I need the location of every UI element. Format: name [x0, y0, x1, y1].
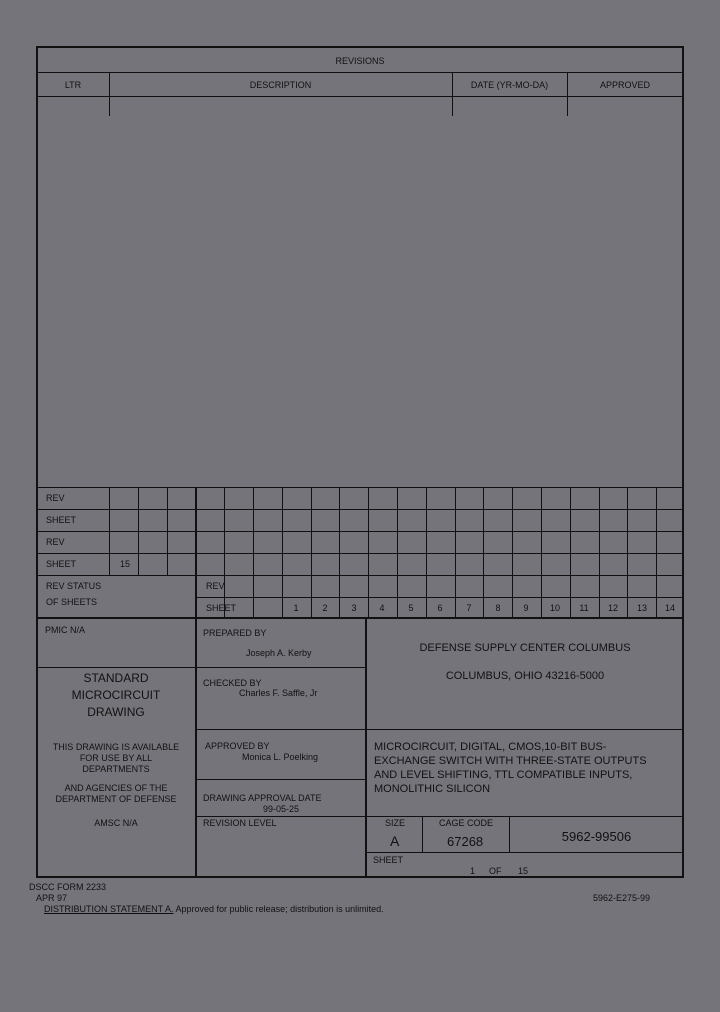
grid-rule	[426, 487, 427, 617]
grid-rule	[455, 487, 456, 617]
col-description: DESCRIPTION	[249, 80, 312, 90]
availability-line3: DEPARTMENTS	[82, 764, 150, 774]
grid-rule	[339, 487, 340, 617]
rule	[452, 72, 453, 116]
approved-by-label: APPROVED BY	[205, 741, 270, 751]
size-label: SIZE	[385, 818, 406, 828]
status-sheet-number: 11	[579, 603, 589, 613]
standard-line1: STANDARD	[83, 671, 149, 685]
status-sheet-number: 4	[379, 603, 385, 613]
availability-line2: FOR USE BY ALL	[79, 753, 153, 763]
footer-code: 5962-E275-99	[593, 893, 651, 903]
grid-rule	[627, 487, 628, 617]
checked-by-name: Charles F. Saffle, Jr	[239, 688, 318, 698]
rule	[37, 509, 683, 510]
prepared-by-label: PREPARED BY	[203, 628, 267, 638]
sheet-total: 15	[518, 866, 529, 876]
grid-rule	[311, 487, 312, 617]
status-sheet-number: 6	[437, 603, 443, 613]
status-sheet-number: 2	[322, 603, 328, 613]
cage-label: CAGE CODE	[439, 818, 494, 828]
grid-rule	[253, 487, 254, 617]
rule	[37, 575, 683, 576]
approval-date-value: 99-05-25	[263, 804, 300, 814]
grid-rule	[167, 487, 168, 575]
rule	[37, 96, 683, 97]
footer-form: DSCC FORM 2233	[29, 882, 107, 892]
title-line1: MICROCIRCUIT, DIGITAL, CMOS,10-BIT BUS-	[374, 741, 607, 753]
rule	[37, 72, 683, 73]
status-sheet-label: SHEET	[206, 603, 237, 613]
status-sheet-number: 5	[408, 603, 414, 613]
status-sheet-number: 12	[607, 603, 618, 613]
grid-rule	[138, 487, 139, 575]
sheet-of: OF	[489, 866, 502, 876]
col-approved: APPROVED	[599, 80, 650, 90]
prepared-by-name: Joseph A. Kerby	[246, 648, 312, 658]
title-line4: MONOLITHIC SILICON	[374, 783, 491, 795]
rule	[195, 597, 683, 598]
rule	[37, 667, 195, 668]
sheet-15: 15	[119, 559, 130, 569]
distribution-statement	[44, 904, 384, 915]
rev-status-line1: REV STATUS	[46, 581, 102, 591]
grid-rule	[109, 487, 110, 575]
rule	[109, 72, 110, 116]
status-sheet-number: 8	[495, 603, 501, 613]
statement-label: DISTRIBUTION STATEMENT A.	[44, 904, 174, 914]
agency-address: COLUMBUS, OHIO 43216-5000	[445, 670, 605, 682]
title-line2: EXCHANGE SWITCH WITH THREE-STATE OUTPUTS	[374, 755, 647, 767]
approved-by-name: Monica L. Poelking	[242, 752, 319, 762]
footer-date: APR 97	[36, 893, 68, 903]
rev-status-line2: OF SHEETS	[46, 597, 98, 607]
grid-rule	[483, 487, 484, 617]
status-sheet-number: 3	[351, 603, 357, 613]
grid-rule	[397, 487, 398, 617]
rule	[567, 72, 568, 116]
approval-date-label: DRAWING APPROVAL DATE	[203, 793, 322, 803]
grid-rule	[224, 487, 225, 617]
col-ltr: LTR	[64, 80, 82, 90]
standard-line2: MICROCIRCUIT	[71, 688, 161, 702]
sheet-number: 1	[470, 866, 476, 876]
standard-line3: DRAWING	[87, 705, 145, 719]
rule	[195, 667, 365, 668]
rev-label-1: REV	[46, 493, 65, 503]
grid-rule	[368, 487, 369, 617]
rule	[195, 779, 365, 780]
rev-label-2: REV	[46, 537, 65, 547]
pmic: PMIC N/A	[45, 625, 86, 635]
checked-by-label: CHECKED BY	[203, 678, 262, 688]
sheet-label-2: SHEET	[46, 559, 77, 569]
status-rev-label: REV	[206, 581, 225, 591]
availability-line4: AND AGENCIES OF THE	[64, 783, 168, 793]
grid-rule	[599, 487, 600, 617]
grid-rule	[282, 487, 283, 617]
status-sheet-number: 9	[523, 603, 529, 613]
rule	[422, 816, 423, 852]
rule	[37, 531, 683, 532]
rule	[37, 553, 683, 554]
statement-text: Approved for public release; distribution is unlimited.	[173, 904, 384, 914]
rule	[195, 816, 683, 817]
rule	[365, 617, 367, 877]
title-line3: AND LEVEL SHIFTING, TTL COMPATIBLE INPUTS,	[374, 769, 633, 781]
grid-rule	[541, 487, 542, 617]
rule	[365, 852, 683, 853]
rule	[195, 729, 683, 730]
status-sheet-number: 7	[466, 603, 472, 613]
revisions-title: REVISIONS	[335, 56, 385, 66]
revision-level-label: REVISION LEVEL	[203, 818, 277, 828]
rule	[195, 617, 197, 877]
size-value: A	[390, 833, 400, 849]
sheet-label: SHEET	[373, 855, 404, 865]
grid-rule	[656, 487, 657, 617]
sheet-label-1: SHEET	[46, 515, 77, 525]
agency-name: DEFENSE SUPPLY CENTER COLUMBUS	[419, 642, 631, 654]
status-sheet-number: 13	[636, 603, 647, 613]
cage-value: 67268	[447, 834, 484, 849]
rule	[37, 617, 683, 619]
col-date: DATE (YR-MO-DA)	[470, 80, 549, 90]
rule	[37, 487, 683, 488]
status-sheet-number: 1	[293, 603, 299, 613]
drawing-number: 5962-99506	[561, 829, 632, 844]
grid-rule	[570, 487, 571, 617]
availability-line5: DEPARTMENT OF DEFENSE	[55, 794, 177, 804]
grid-rule	[512, 487, 513, 617]
grid-rule	[195, 487, 197, 617]
status-sheet-number: 10	[549, 603, 560, 613]
amsc: AMSC N/A	[94, 818, 138, 828]
availability-line1: THIS DRAWING IS AVAILABLE	[52, 742, 180, 752]
status-sheet-number: 14	[664, 603, 675, 613]
